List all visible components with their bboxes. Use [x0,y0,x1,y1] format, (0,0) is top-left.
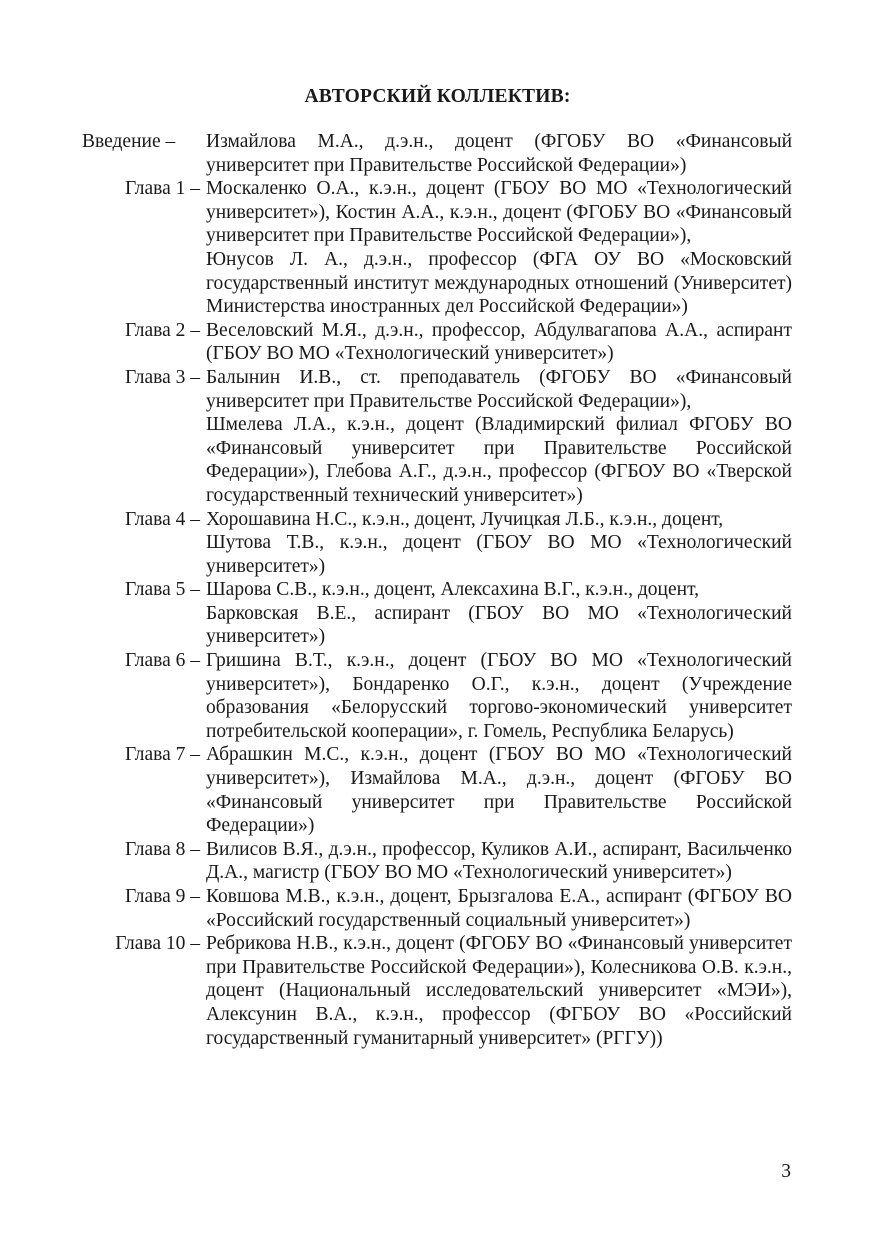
author-entry-chapter-6 [82,649,792,743]
entry-text [206,649,792,743]
page-title: АВТОРСКИЙ КОЛЛЕКТИВ: [304,86,571,107]
author-entry-chapter-8 [82,838,792,885]
entry-paragraph: Балынин И.В., ст. преподаватель (ФГОБУ ВО «Финансовый университет при Правительстве Российской Федерации»), [206,366,792,412]
entry-label: Глава 1 – [124,178,200,200]
entry-label: Глава 10 – [115,933,200,955]
author-entry-chapter-1 [82,177,792,319]
entry-paragraph: Ковшова М.В., к.э.н., доцент, Брызгалова Е.А., аспирант (ФГБОУ ВО «Российский государственный социальный университет») [206,886,792,931]
entry-paragraph: Веселовский М.Я., д.э.н., профессор, Абдулвагапова А.А., аспирант (ГБОУ ВО МО «Технологический университет») [206,319,792,365]
entry-paragraph: Хорошавина Н.С., к.э.н., доцент, Лучицкая Л.Б., к.э.н., доцент, [206,508,724,530]
entry-text [206,508,792,579]
entry-text [206,578,792,649]
author-entry-chapter-4 [82,508,792,579]
entry-text [206,319,792,366]
entry-paragraph: Вилисов В.Я., д.э.н., профессор, Куликов А.И., аспирант, Васильченко Д.А., магистр (ГБОУ ВО МО «Технологический университет») [206,838,792,884]
entry-label: Глава 5 – [124,579,200,601]
entry-text [206,177,792,319]
entry-label: Глава 3 – [124,366,200,388]
entry-text [206,932,792,1050]
author-entry-chapter-9 [82,885,792,932]
author-entry-chapter-2 [82,319,792,366]
entry-label: Глава 8 – [124,838,200,860]
author-entry-chapter-10 [82,932,792,1050]
entry-text [206,743,792,837]
entry-paragraph: Ребрикова Н.В., к.э.н., доцент (ФГОБУ ВО «Финансовый университет при Правительстве Российской Федерации»), Колесникова О.В. к.э.н., доцент (Национальный исследовательский университет «МЭИ»), Алексунин В.А., к.э.н., профессор (ФГБОУ ВО «Российский государственный гуманитарный университет» (РГГУ)) [206,933,792,1049]
entry-paragraph: Барковская В.Е., аспирант (ГБОУ ВО МО «Технологический университет») [206,602,792,648]
entry-label: Глава 2 – [124,319,200,341]
entry-paragraph: Москаленко О.А., к.э.н., доцент (ГБОУ ВО МО «Технологический университет»), Костин А.А., к.э.н., доцент (ФГОБУ ВО «Финансовый университет при Правительстве Российской Федерации»), [206,178,792,247]
author-entry-intro [82,130,792,177]
entry-paragraph: Абрашкин М.С., к.э.н., доцент (ГБОУ ВО МО «Технологический университет»), Измайлова М.А., д.э.н., доцент (ФГОБУ ВО «Финансовый университет при Правительстве Российской Федерации») [206,744,792,837]
author-entry-chapter-7 [82,743,792,837]
entry-label: Введение – [82,131,176,152]
entry-paragraph: Юнусов Л. А., д.э.н., профессор (ФГА ОУ ВО «Московский государственный институт международных отношений (Университет) Министерства иностранных дел Российской Федерации») [206,248,792,318]
author-list [82,130,792,1050]
entry-paragraph: Шутова Т.В., к.э.н., доцент (ГБОУ ВО МО «Технологический университет») [206,532,792,577]
page-number: 3 [781,1161,791,1182]
entry-paragraph: Гришина В.Т., к.э.н., доцент (ГБОУ ВО МО «Технологический университет»), Бондаренко О.Г., к.э.н., доцент (Учреждение образования «Белорусский торгово-экономический университет потребительской кооперации», г. Гомель, Республика Беларусь) [206,650,792,742]
entry-paragraph: Измайлова М.А., д.э.н., доцент (ФГОБУ ВО «Финансовый университет при Правительстве Российской Федерации») [206,131,792,176]
entry-label: Глава 6 – [124,650,200,672]
entry-label: Глава 4 – [124,508,200,530]
entry-text [206,366,792,508]
entry-label: Глава 7 – [124,744,200,766]
author-entry-chapter-5 [82,578,792,649]
entry-text [206,885,792,932]
entry-paragraph: Шмелева Л.А., к.э.н., доцент (Владимирский филиал ФГОБУ ВО «Финансовый университет при Правительстве Российской Федерации»), Глебова А.Г., д.э.н., профессор (ФГБОУ ВО «Тверской государственный технический университет») [206,414,792,506]
author-entry-chapter-3 [82,366,792,508]
entry-paragraph: Шарова С.В., к.э.н., доцент, Алексахина В.Г., к.э.н., доцент, [206,579,699,601]
entry-label: Глава 9 – [124,886,200,907]
entry-text [206,838,792,885]
entry-text [206,130,792,177]
